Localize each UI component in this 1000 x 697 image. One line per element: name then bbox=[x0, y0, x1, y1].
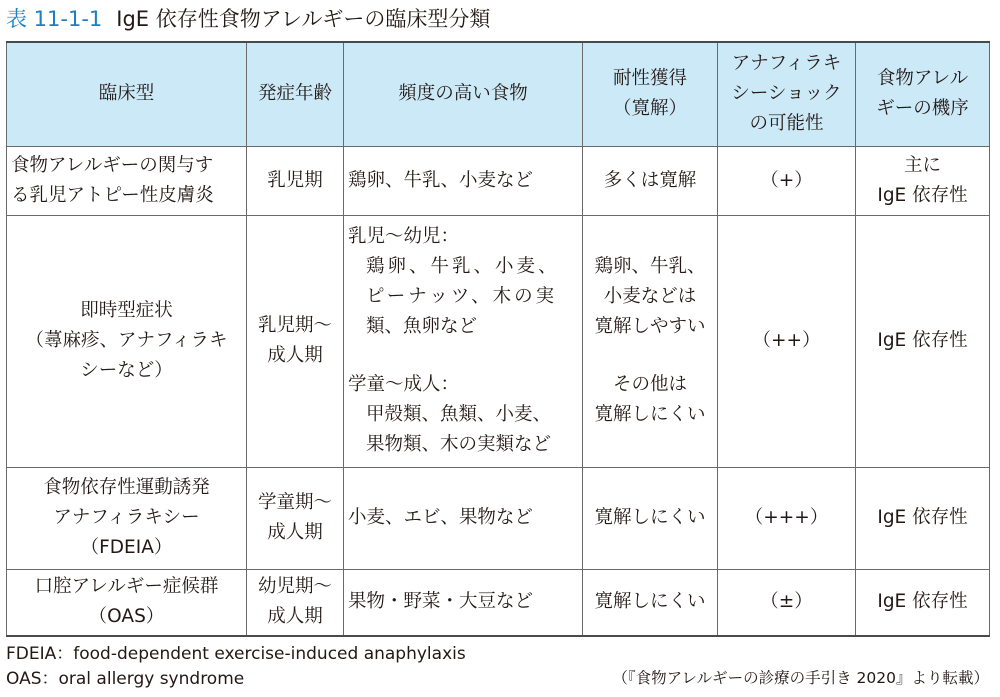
foods-cell: 乳児〜幼児： 鶏卵、牛乳、小麦、 ピーナッツ、木の実 類、魚卵など 学童〜成人： 甲殻類、魚類、小麦、 果物類、木の実類など bbox=[344, 215, 583, 467]
table-row bbox=[7, 215, 990, 467]
table-title-text: IgE 依存性食物アレルギーの臨床型分類 bbox=[116, 7, 491, 31]
tolerance-cell: 多くは寛解 bbox=[583, 146, 718, 215]
tolerance-cell: 寛解しにくい bbox=[583, 467, 718, 569]
mechanism-cell: IgE 依存性 bbox=[856, 215, 990, 467]
clinical-type-cell: 即時型症状 （蕁麻疹、アナフィラキ シーなど） bbox=[7, 215, 247, 467]
header-clinical-type: 臨床型 bbox=[7, 42, 247, 146]
foods-cell: 果物・野菜・大豆など bbox=[344, 569, 583, 636]
clinical-type-cell: 口腔アレルギー症候群 （OAS） bbox=[7, 569, 247, 636]
header-onset-age: 発症年齢 bbox=[247, 42, 344, 146]
onset-age-cell: 乳児期 bbox=[247, 146, 344, 215]
classification-table bbox=[6, 41, 990, 637]
table-title bbox=[6, 4, 490, 34]
footnotes bbox=[6, 642, 466, 692]
tolerance-cell: 寛解しにくい bbox=[583, 569, 718, 636]
anaphylaxis-cell: （+） bbox=[718, 146, 856, 215]
mechanism-cell: IgE 依存性 bbox=[856, 569, 990, 636]
anaphylaxis-cell: （++） bbox=[718, 215, 856, 467]
footnote-oas: OAS：oral allergy syndrome bbox=[6, 669, 245, 689]
onset-age-cell: 乳児期〜 成人期 bbox=[247, 215, 344, 467]
source-citation: （『食物アレルギーの診療の手引き 2020』より転載） bbox=[612, 669, 989, 687]
header-row bbox=[7, 42, 990, 146]
foods-cell: 小麦、エビ、果物など bbox=[344, 467, 583, 569]
footnote-fdeia: FDEIA：food-dependent exercise-induced anaphylaxis bbox=[6, 644, 466, 664]
mechanism-cell: 主に IgE 依存性 bbox=[856, 146, 990, 215]
header-common-foods: 頻度の高い食物 bbox=[344, 42, 583, 146]
mechanism-cell: IgE 依存性 bbox=[856, 467, 990, 569]
header-tolerance: 耐性獲得 （寛解） bbox=[583, 42, 718, 146]
anaphylaxis-cell: （+++） bbox=[718, 467, 856, 569]
onset-age-cell: 幼児期〜 成人期 bbox=[247, 569, 344, 636]
tolerance-cell: 鶏卵、牛乳、 小麦などは 寛解しやすい その他は 寛解しにくい bbox=[583, 215, 718, 467]
table-row bbox=[7, 146, 990, 215]
header-anaphylaxis: アナフィラキ シーショック の可能性 bbox=[718, 42, 856, 146]
table-row bbox=[7, 569, 990, 636]
foods-cell: 鶏卵、牛乳、小麦など bbox=[344, 146, 583, 215]
clinical-type-cell: 食物依存性運動誘発 アナフィラキシー （FDEIA） bbox=[7, 467, 247, 569]
table-row bbox=[7, 467, 990, 569]
clinical-type-cell: 食物アレルギーの関与す る乳児アトピー性皮膚炎 bbox=[7, 146, 247, 215]
header-mechanism: 食物アレル ギーの機序 bbox=[856, 42, 990, 146]
table-number: 表 11-1-1 bbox=[6, 7, 103, 31]
anaphylaxis-cell: （±） bbox=[718, 569, 856, 636]
onset-age-cell: 学童期〜 成人期 bbox=[247, 467, 344, 569]
